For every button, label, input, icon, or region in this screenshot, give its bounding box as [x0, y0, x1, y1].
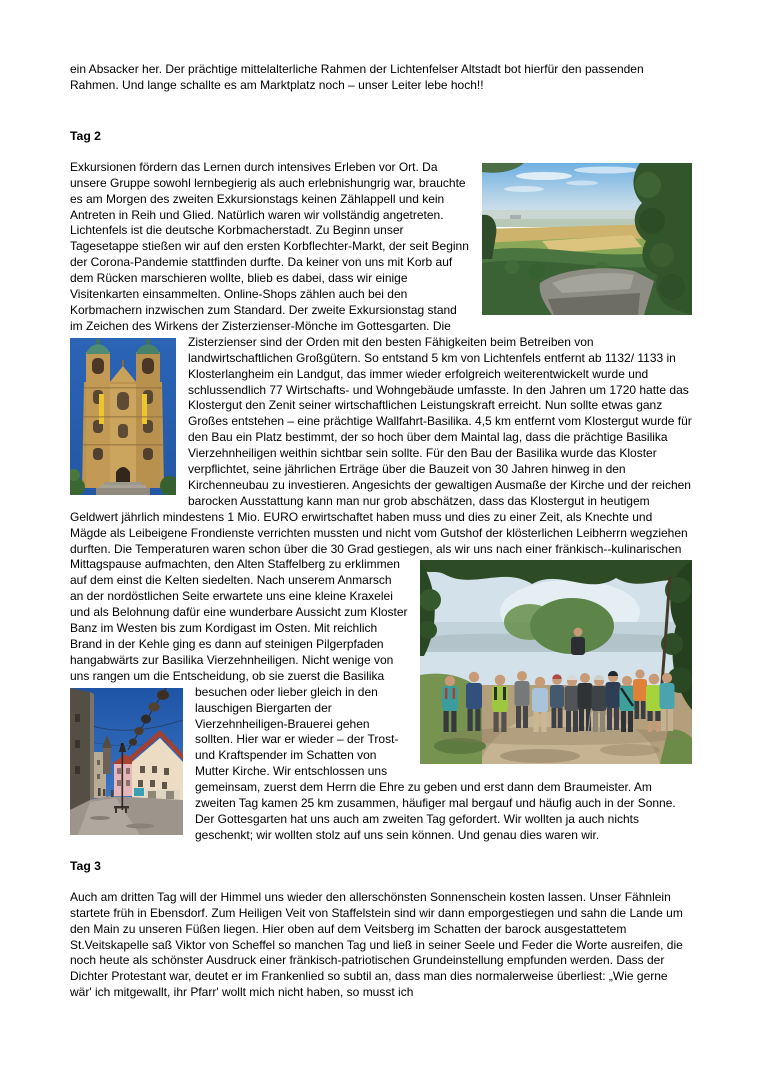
intro-paragraph: ein Absacker her. Der prächtige mittelalterliche Rahmen der Lichtenfelser Altstadt bot hierfür den passenden Rahmen. Und lange schallte es am Marktplatz noch – unser Leiter lebe hoch!! — [70, 62, 644, 92]
lichtenfels-old-town-street-photo — [70, 688, 183, 835]
tag2-text-1: Exkursionen fördern das Lernen durch intensives Erleben vor Ort. Da unsere Gruppe sowohl lernbegierig als auch erlebnishungrig war, brauchte es am Morgen des zweiten Exkursionstags keinen Zählappell und kein Antreten in Reih und Glied. Natürlich waren wir vollständig angetreten. Lichtenfels ist die deutsche Korbmacherstadt. Zu Beginn unser Tagesetappe stießen wir auf den ersten Korbflechter-Markt, der seit Beginn der Corona-Pandemie stattfinden durfte. Da keiner von uns mit Korb auf dem Rücken marschieren wollte, blieb es dabei, dass wir einige Visitenkarten einsammelten. Online-Shops zählen auch bei den Korbmachern inzwischen zum Standard. Der zweite Exkursionstag stand im Zeichen des Wirkens der Zisterzienser-Mönche im Gottesgarten. — [70, 159, 469, 333]
tag2-text-2: Die Zisterzienser sind der Orden mit den besten Fähigkeiten beim Betreiben von landwirtschaftlichen Großgütern. So entstand 5 km von Lichtenfels entfernt ab 1132/ 1133 in Klosterlangheim ein Landgut, das immer wieder erfolgreich weiterentwickelt wurde und schlussendlich 77 Wirtschafts- und Wohngebäude umfasste. In den Jahren um 1720 hatte das Klostergut den Zenit seiner wirtschaftlichen Leistungskraft erreicht. Nun sollte etwas ganz Großes entstehen – eine prächtige Wallfahrt-Basilika. 4,5 km entfernt vom Klostergut wurde für den Bau ein Platz bestimmt, der so hoch über dem Maintal lag, dass die prächtige Basilika Vierzehnheiligen weithin sichtbar sein sollte. Für den Bau der Basilika wurde das Kloster verpflichtet, seine jährlichen Erträge über die Bauzeit von 30 Jahren hinweg in den Kirchenneubau zu investieren. Angesichts der gewaltigen Ausmaße der Kirche und der reichen barocken Ausstattung kann man nur grob abschätzen, dass das Klostergut in heutigem Geldwert jährlich mindestens 1 Mio. EURO erwirtschaftet haben muss und dies zu einer Zeit, als Knechte und Mägde als Leibeigene Frondienste verrichten mussten und nicht vom Gutshof der klösterlichen Leibherrn wegziehen durften. Die Temperaturen waren schon über die 30 Grad gestiegen, als wir uns nach — [70, 318, 692, 556]
staffelberg-viewpoint-photo — [482, 163, 692, 315]
tag2-heading: Tag 2 — [70, 128, 101, 143]
tag2-text-4: zuerst die Basilika besuchen oder lieber gleich in den lauschigen Biergarten der Vierzehnheiligen-Brauerei gehen sollten. Hier war er wieder – der Trost- und Kraftspender im Schatten von Mutter Kirche. Wir entschlossen uns gemeinsam, zuerst dem Herrn die Ehre zu geben und erst dann dem Braumeister. Am zweiten Tag kamen 25 km zusammen, häufiger mal bergauf und häufig auch in der Sonne. Der Gottesgarten hat uns auch am zweiten Tag gefordert. Wir wollten ja auch nichts geschenkt; wir wollten stolz auf uns sein können. Und genau dies waren wir. — [195, 668, 676, 842]
tag2-text-3: einer fränkisch--kulinarischen Mittagspause aufmachten, den Alten Staffelberg zu erklimmen auf dem einst die Kelten siedelten. Nach unserem Anmarsch an der nordöstlichen Seite erwartete uns eine kleine Kraxelei und als Belohnung dafür eine wunderbare Aussicht zum Kloster Banz im Westen bis zum Kordigast im Osten. Mit reichlich Brand in der Kehle ging es dann auf steinigen Pilgerpfaden hangabwärts zur Basilika Vierzehnheiligen. Nicht wenige von uns rangen um die Entscheidung, ob sie — [70, 541, 682, 683]
hiking-group-photo — [420, 560, 692, 764]
tag2-paragraph — [70, 160, 692, 844]
tag3-heading: Tag 3 — [70, 858, 101, 873]
basilika-vierzehnheiligen-photo — [70, 338, 176, 495]
tag3-paragraph: Auch am dritten Tag will der Himmel uns wieder den allerschönsten Sonnenschein kosten lassen. Unser Fähnlein startete früh in Ebensdorf. Zum Heiligen Veit von Staffelstein sind wir dann emporgestiegen und sahn die Lande um den Main zu unseren Füßen liegen. Hier oben auf dem Veitsberg im Schatten der barock ausgestattetem St.Veitskapelle saß Viktor von Scheffel so manchen Tag und ließ in seiner Seele und Feder die Worte ausreifen, die noch heute als schönster Ausdruck einer fränkisch-patriotischen Grundeinstellung empfunden werden. Dass der Dichter Protestant war, deutet er im Frankenlied so subtil an, dass man dies normalerweise überliest: „Wie gerne wär' ich mitgewallt, ihr Pfarr' wollt mich nicht haben, so musst ich — [70, 889, 683, 1000]
